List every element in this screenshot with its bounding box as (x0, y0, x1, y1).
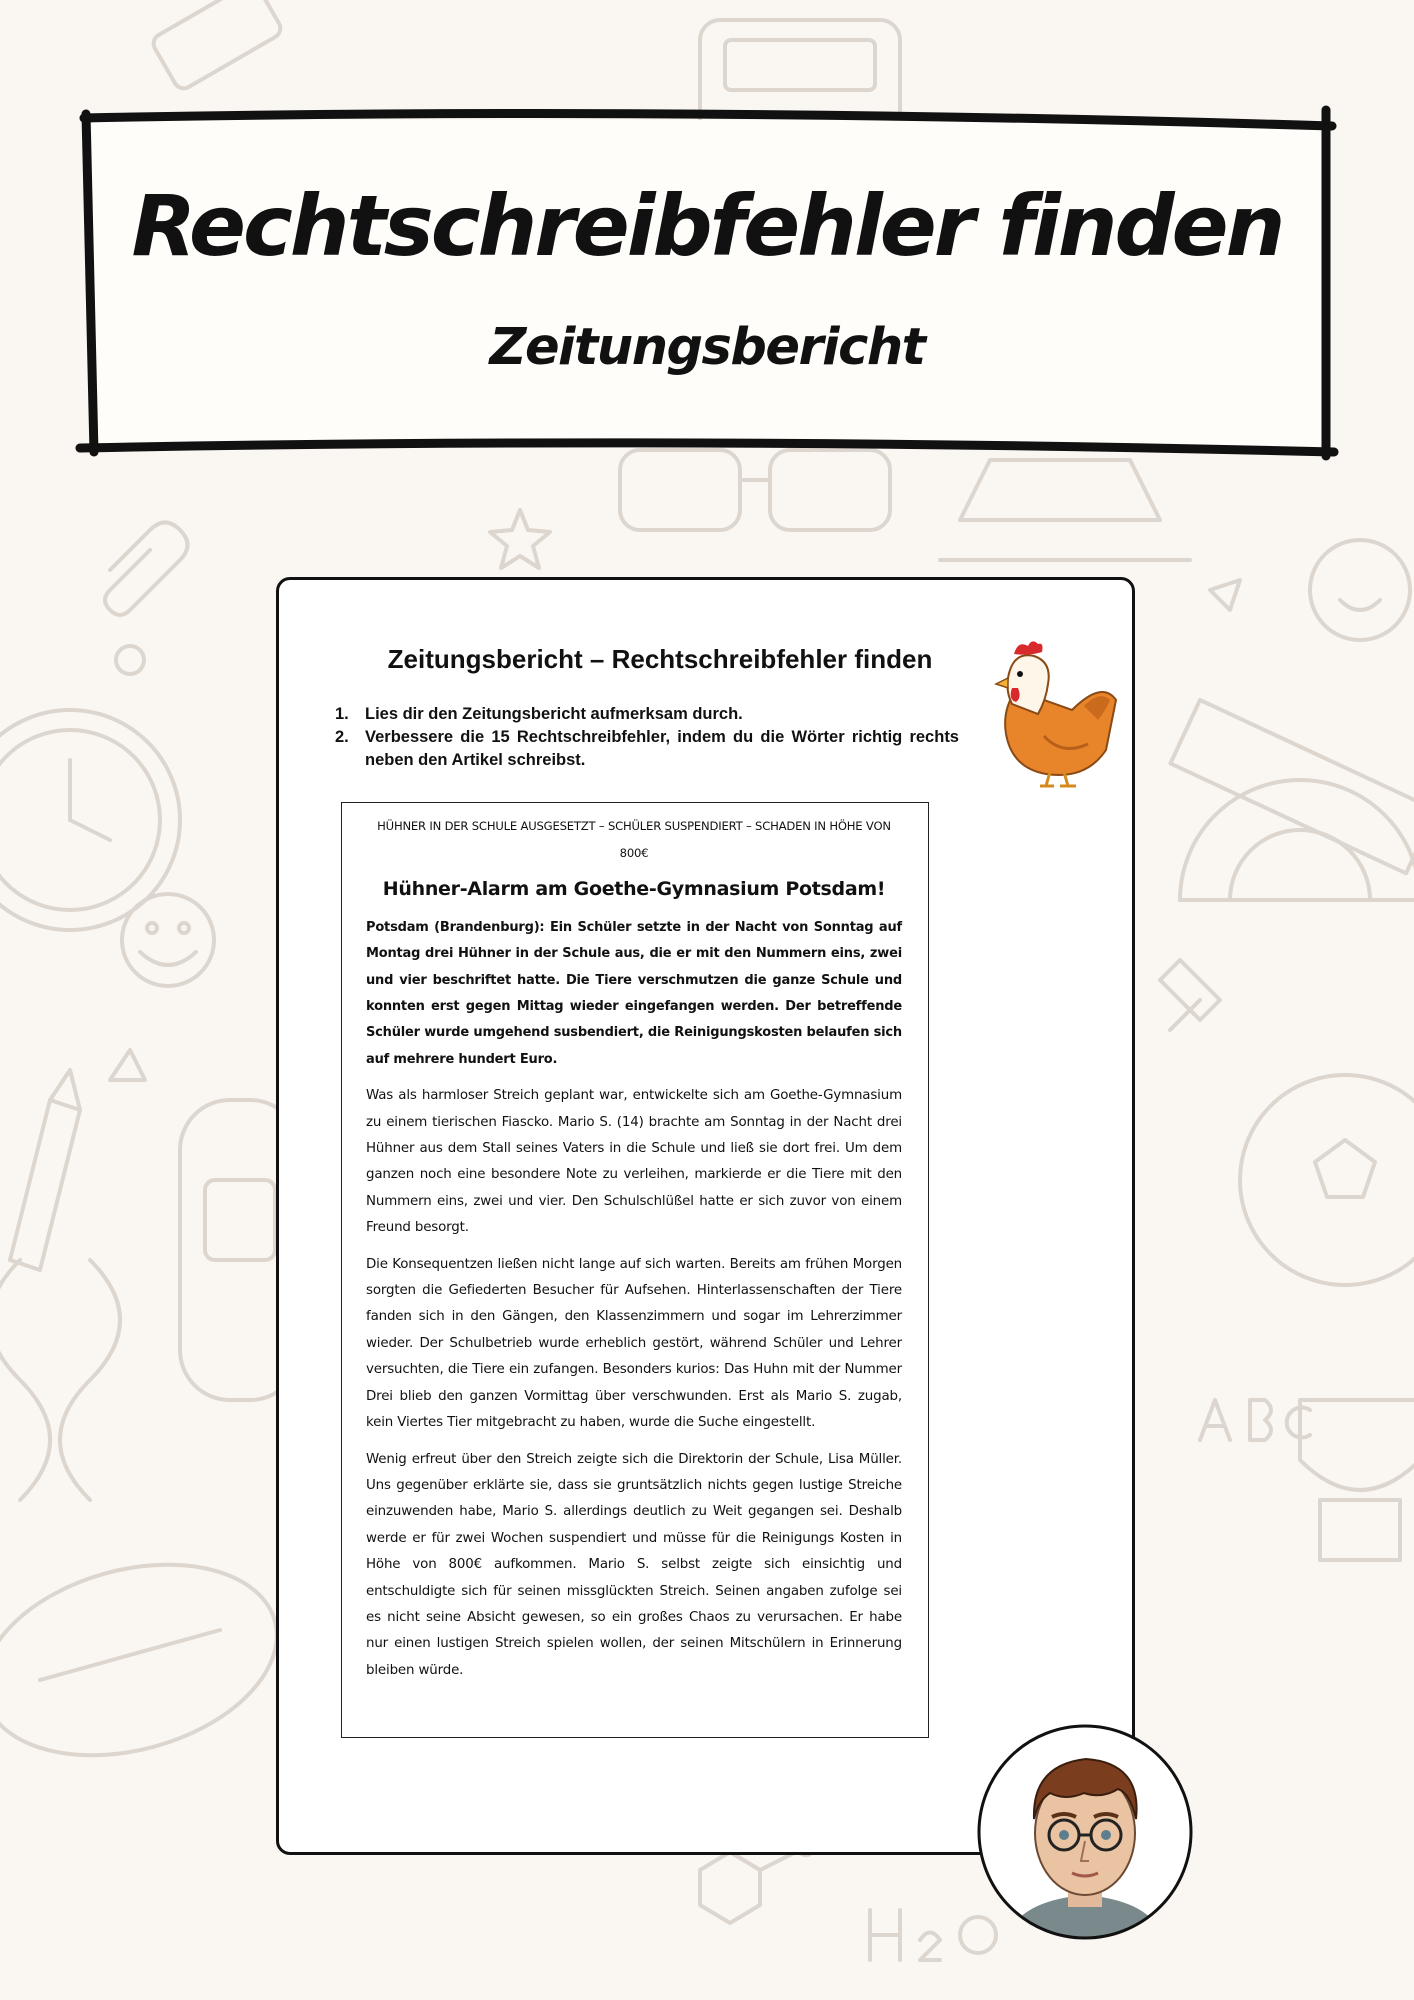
worksheet-card (276, 577, 1135, 1855)
page-subtitle: Zeitungsbericht (489, 318, 925, 377)
article-headline: Hühner-Alarm am Goethe-Gymnasium Potsdam! (382, 878, 886, 900)
article-paragraph: Was als harmloser Streich geplant war, entwickelte sich am Goethe-Gymnasium zu einem tierischen Fiascko. Mario S. (14) brachte am Sonntag in der Nacht drei Hühner aus dem Stall seines Vaters in die Schule und ließ sie dort frei. Um dem ganzen noch eine besondere Note zu verleihen, markierde er die Tiere mit den Nummern eins, zwei und vier. Den Schulschlüßel hatte er sich zuvor von einem Freund besorgt. (366, 1088, 902, 1236)
soccer-ball-doodle-icon (1240, 1075, 1414, 1285)
star-doodle-icon (490, 510, 550, 568)
pushpin-doodle-icon (1160, 960, 1220, 1030)
abc-doodle-icon (1200, 1400, 1310, 1440)
chicken-icon (984, 640, 1124, 790)
newspaper-article (341, 802, 929, 1738)
instruction-text: Verbessere die 15 Rechtschreibfehler, indem du die Wörter richtig rechts neben den Artikel schreibst. (365, 728, 959, 769)
football-doodle-icon (0, 1534, 298, 1786)
triangle-doodle-icon (1210, 580, 1240, 610)
article-lead: Potsdam (Brandenburg): Ein Schüler setzte in der Nacht von Sonntag auf Montag drei Hühner in der Schule aus, die er mit den Nummern eins, zwei und vier beschriftet hatte. Die Tiere verschmutzen die ganze Schule und konnten erst gegen Mittag wieder eingefangen werden. Der betreffende Schüler wurde umgehend susbendiert, die Reinigungskosten belaufen sich auf mehrere hundert Euro. (366, 919, 902, 1067)
article-paragraph: Die Konsequentzen ließen nicht lange auf sich warten. Bereits am frühen Morgen sorgten die Gefiederten Besucher für Aufsehen. Hinterlassenschaften der Tiere fanden sich in den Gängen, den Klassenzimmern und sogar im Lehrerzimmer wieder. Der Schulbetrieb wurde erheblich gestört, während Schüler und Lehrer versuchten, die Tiere ein zufangen. Besonders kurios: Das Huhn mit der Nummer Drei blieb den ganzen Vormittag über verschwunden. Erst als Mario S. zugab, kein Viertes Tier mitgebracht zu haben, wurde die Suche eingestellt. (366, 1256, 902, 1431)
pencil-doodle-icon (10, 1070, 80, 1270)
lamp-doodle-icon (940, 460, 1190, 560)
smiley-doodle-icon (122, 894, 214, 986)
article-kicker: HÜHNER IN DER SCHULE AUSGESETZT – SCHÜLER SUSPENDIERT – SCHADEN IN HÖHE VON 800€ (377, 819, 891, 860)
instruction-list (335, 703, 959, 772)
ruler-doodle-icon (1170, 700, 1414, 873)
trophy-doodle-icon (1300, 1400, 1414, 1560)
avatar-icon (976, 1723, 1194, 1941)
tongue-smiley-doodle-icon (1310, 540, 1410, 640)
protractor-doodle-icon (1180, 780, 1414, 900)
article-paragraph: Wenig erfreut über den Streich zeigte sich die Direktorin der Schule, Lisa Müller. Uns gegenüber erklärte sie, dass sie gruntsätzlich nichts gegen lustige Streiche einzuwenden habe, Mario S. allerdings deutlich zu Weit gegangen sei. Deshalb werde er für zwei Wochen suspendiert und müsse für die Reinigungs Kosten in Höhe von 800€ aufkommen. Mario S. selbst zeigte sich einsichtig und entschuldigte sich für seinen missglückten Streich. Seinen angaben zufolge sei es nicht seine Absicht gewesen, so ein großes Chaos zu verursachen. Er habe nur einen lustigen Streich spielen wollen, der seinen Mitschülern in Erinnerung bleiben würde. (366, 1451, 902, 1678)
worksheet-title: Zeitungsbericht – Rechtschreibfehler finden (387, 644, 933, 674)
instruction-number: 2. (335, 728, 349, 746)
eraser-doodle-icon (150, 0, 284, 92)
title-banner-frame (72, 100, 1342, 470)
dna-doodle-icon (0, 1260, 120, 1500)
paperclip-doodle-icon (105, 523, 188, 616)
triangle-doodle-icon-2 (110, 1050, 145, 1080)
instruction-item (335, 726, 959, 772)
instruction-item (335, 703, 959, 726)
instruction-number: 1. (335, 705, 349, 723)
instruction-text: Lies dir den Zeitungsbericht aufmerksam durch. (365, 705, 743, 723)
page-title: Rechtschreibfehler finden (131, 177, 1283, 275)
clock-doodle-icon (0, 646, 180, 930)
